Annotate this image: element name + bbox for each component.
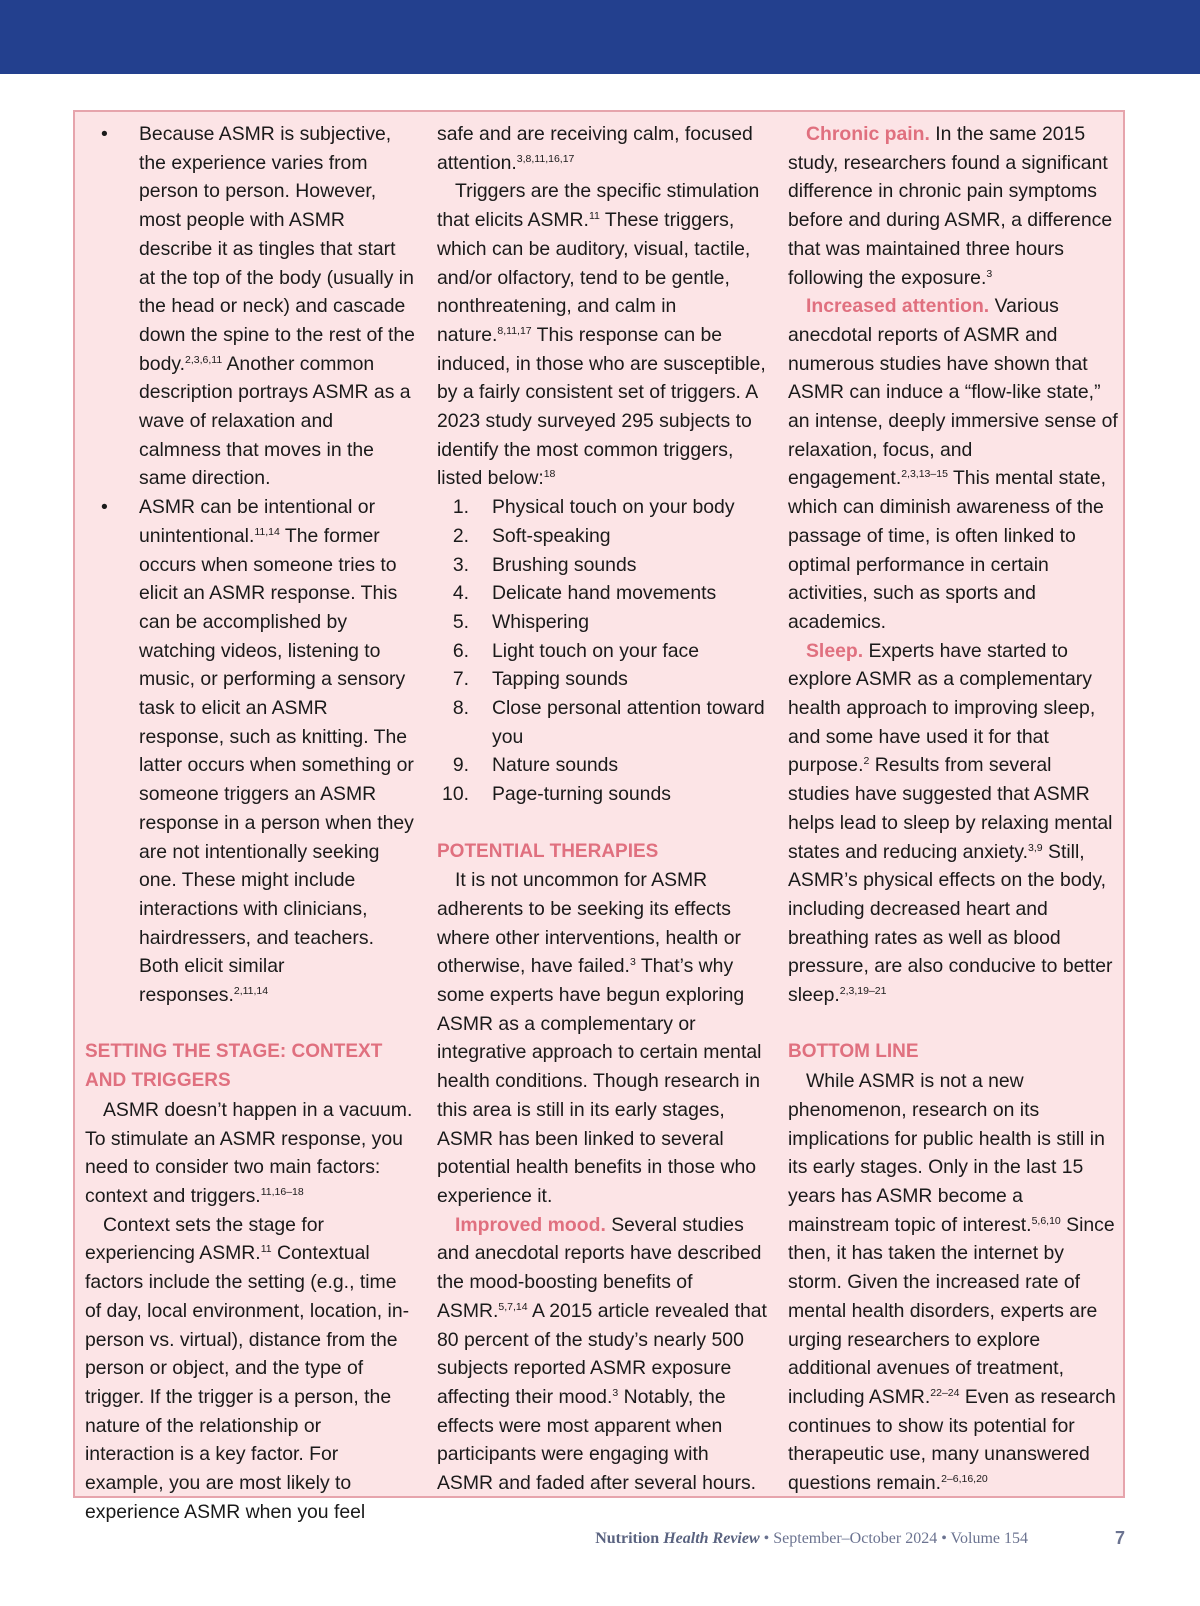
column-3 [788, 120, 1118, 1498]
run-in-heading: Chronic pain. [806, 123, 930, 145]
citation: 3,9 [1028, 841, 1043, 854]
list-number: 1. [452, 496, 469, 519]
paragraph [437, 120, 767, 177]
column-1 [85, 120, 415, 1526]
text-span: That’s why some experts have begun exploring ASMR as a complementary or integrative approach to certain mental health conditions. Though research in this area is still in its early stages, ASMR has been linked to several potential health benefits in those who experience it. [437, 955, 762, 1207]
text-span: Even as research continues to show its potential for therapeutic use, many unanswered questions remain. [788, 1385, 1116, 1495]
text-span: Notably, the effects were most apparent when participants were engaging with ASMR and faded after several hours. [437, 1385, 757, 1495]
list-item [437, 780, 767, 809]
text-span: Context sets the stage for experiencing ASMR. [85, 1213, 324, 1265]
text-span: A 2015 article revealed that 80 percent of the study’s nearly 500 subjects reported ASMR exposure affecting their mood. [437, 1299, 767, 1408]
citation: 5,7,14 [498, 1300, 528, 1313]
text-span: These triggers, which can be auditory, visual, tactile, and/or olfactory, tend to be gentle, nonthreatening, and calm in nature. [437, 209, 751, 346]
paragraph [788, 292, 1118, 636]
text-span: Still, ASMR’s physical effects on the body, including decreased heart and breathing rates as well as blood pressure, are also conducive to better sleep. [788, 840, 1113, 1007]
paragraph [788, 120, 1118, 292]
citation: 2,3,13–15 [901, 468, 948, 481]
citation: 5,6,10 [1031, 1214, 1061, 1227]
text-span: ASMR can be intentional or unintentional. [139, 496, 376, 547]
list-text: Delicate hand movements [492, 582, 717, 605]
citation: 18 [543, 468, 556, 481]
citation: 11 [260, 1243, 272, 1256]
list-number: 10. [442, 783, 469, 806]
citation: 3,8,11,16,17 [516, 152, 575, 165]
list-item [437, 665, 767, 694]
bullet-item-subjective [85, 120, 415, 493]
section-heading-bottom-line: BOTTOM LINE [788, 1041, 919, 1063]
list-number: 7. [452, 668, 469, 691]
list-text: Nature sounds [492, 754, 619, 777]
citation: 2–6,16,20 [941, 1473, 988, 1486]
column-2 [437, 120, 767, 1498]
list-item [437, 493, 767, 522]
run-in-heading: Sleep. [806, 639, 864, 662]
text-span: Another common description portrays ASMR as a wave of relaxation and calmness that moves in the same direction. [139, 352, 411, 490]
text-span: Since then, it has taken the internet by storm. Given the increased rate of mental health disorders, experts are urging researchers to explore additional avenues of treatment, including ASMR. [788, 1213, 1115, 1408]
run-in-heading: Increased attention. [806, 295, 990, 318]
citation: 8,11,17 [497, 324, 532, 337]
bullet-item-intentional [85, 493, 415, 1010]
volume: Volume 154 [950, 1530, 1028, 1547]
list-number: 8. [452, 697, 469, 720]
list-text: Whispering [492, 610, 589, 633]
text-span: Triggers are the specific stimulation that elicits ASMR. [437, 180, 760, 232]
list-number: 5. [452, 610, 469, 633]
list-item [437, 694, 767, 751]
section-heading-context: SETTING THE STAGE: CONTEXT AND TRIGGERS [85, 1041, 383, 1092]
list-text: Brushing sounds [492, 553, 637, 576]
list-item [437, 579, 767, 608]
paragraph [437, 866, 767, 1210]
text-span: This mental state, which can diminish awareness of the passage of time, is often linked to optimal performance in certain activities, such as sports and academics. [788, 467, 1106, 633]
text-span: While ASMR is not a new phenomenon, research on its implications for public health is still in its early stages. Only in the last 15 years has ASMR become a mainstream topic of interest. [788, 1070, 1105, 1236]
list-text: Close personal attention toward you [492, 697, 765, 748]
separator: • [937, 1530, 951, 1547]
text-span: It is not uncommon for ASMR adherents to be seeking its effects where other interventions, health or otherwise, have failed. [437, 869, 741, 978]
citation: 3 [612, 1386, 619, 1399]
list-item [437, 637, 767, 666]
paragraph [85, 1096, 415, 1211]
header-band [0, 0, 1200, 74]
separator: • [759, 1530, 774, 1547]
text-span: Results from several studies have suggested that ASMR helps lead to sleep by relaxing mental states and reducing anxiety. [788, 754, 1113, 863]
trigger-list [437, 493, 767, 809]
list-item [437, 751, 767, 780]
text-span: Experts have started to explore ASMR as a complementary health approach to improving sleep, and some have used it for that purpose. [788, 639, 1096, 777]
list-item [437, 608, 767, 637]
list-text: Tapping sounds [492, 668, 628, 691]
list-number: 6. [452, 639, 469, 662]
citation: 2,3,6,11 [185, 353, 223, 366]
list-text: Soft-speaking [492, 524, 611, 547]
citation: 22–24 [930, 1386, 960, 1399]
list-number: 3. [452, 553, 469, 576]
magazine-name: Nutrition [595, 1530, 660, 1547]
list-number: 4. [452, 582, 469, 605]
paragraph [788, 1067, 1118, 1498]
list-item [437, 522, 767, 551]
text-span: Various anecdotal reports of ASMR and numerous studies have shown that ASMR can induce a “flow-like state,” an intense, deeply immersive sense of relaxation, focus, and engagement. [788, 295, 1118, 490]
page-number: 7 [1115, 1528, 1126, 1548]
section-heading-therapies: POTENTIAL THERAPIES [437, 840, 659, 862]
citation: 3 [986, 267, 993, 280]
issue-date: September–October 2024 [773, 1530, 938, 1547]
text-span: This response can be induced, in those who are susceptible, by a fairly consistent set of triggers. A 2023 study surveyed 295 subjects to identify the most common triggers, listed below: [437, 323, 766, 490]
paragraph [788, 637, 1118, 1010]
magazine-name-italic: Health Review [663, 1530, 760, 1547]
paragraph [85, 1211, 415, 1527]
list-text: Physical touch on your body [492, 496, 735, 519]
running-footer [595, 1530, 1028, 1548]
citation: 3 [629, 956, 636, 969]
list-number: 9. [452, 754, 469, 777]
run-in-heading: Improved mood. [455, 1213, 606, 1236]
article-panel [73, 110, 1125, 1523]
list-text: Page-turning sounds [492, 783, 671, 806]
citation: 2,3,19–21 [839, 985, 887, 998]
text-span: The former occurs when someone tries to elicit an ASMR response. This can be accomplished by watching videos, listening to music, or performing a sensory task to elicit an ASMR response, such as knitting. The latter occurs when something or someone triggers an ASMR response in a person when they are not intentionally seeking one. These might include interactions with clinicians, hairdressers, and teachers. Both elicit similar responses. [139, 524, 414, 1007]
citation: 2,11,14 [233, 985, 269, 998]
text-span: In the same 2015 study, researchers found a significant difference in chronic pain symptoms before and during ASMR, a difference that was maintained three hours following the exposure. [788, 123, 1113, 289]
list-number: 2. [452, 524, 469, 547]
citation: 11,16–18 [260, 1186, 304, 1198]
list-text: Light touch on your face [492, 639, 699, 662]
citation: 11,14 [254, 525, 280, 538]
text-span: Because ASMR is subjective, the experience varies from person to person. However, most people with ASMR describe it as tingles that start at the top of the body (usually in the head or neck) and cascade down the spine to the rest of the body. [139, 123, 415, 375]
paragraph [437, 177, 767, 493]
paragraph [437, 1211, 767, 1498]
text-span: ASMR doesn’t happen in a vacuum. To stimulate an ASMR response, you need to consider two main factors: context and triggers. [85, 1098, 413, 1207]
citation: 11 [588, 210, 600, 223]
text-span: Contextual factors include the setting (e.g., time of day, local environment, location, in-person vs. virtual), distance from the person or object, and the type of trigger. If the trigger is a person, the nature of the relationship or interaction is a key factor. For example, you are most likely to experience ASMR when you feel [85, 1242, 410, 1523]
text-span: Several studies and anecdotal reports have described the mood-boosting benefits of ASMR. [437, 1213, 762, 1322]
text-span: safe and are receiving calm, focused attention. [437, 123, 753, 174]
bullet-list [85, 120, 415, 1010]
list-item [437, 551, 767, 580]
citation: 2 [863, 755, 870, 768]
